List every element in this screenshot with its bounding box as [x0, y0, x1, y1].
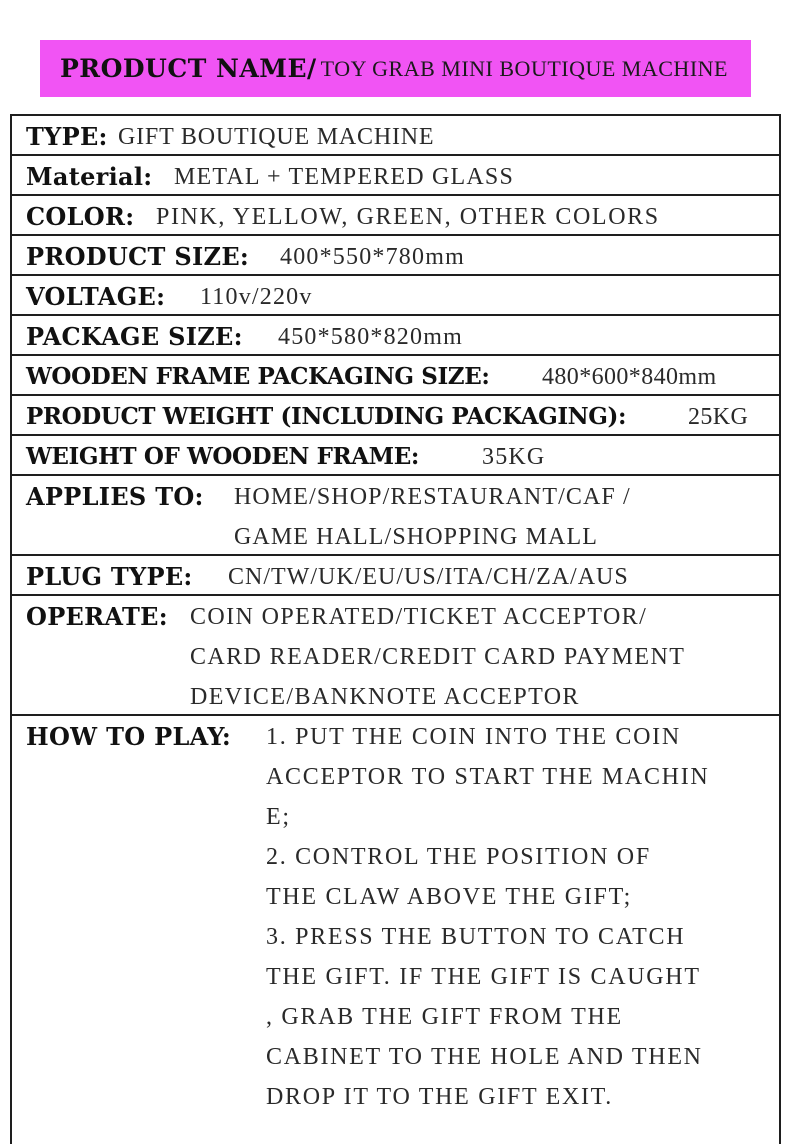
spec-value: 110v/220v [200, 284, 313, 310]
spec-value: HOME/SHOP/RESTAURANT/CAF / GAME HALL/SHOPPING MALL [234, 484, 631, 550]
spec-label: TYPE: [26, 122, 108, 151]
spec-row-operate [12, 596, 779, 716]
spec-row-wooden-frame-weight [12, 436, 779, 476]
spec-value: 400*550*780mm [280, 244, 465, 270]
product-name-label: PRODUCT NAME/ [60, 54, 317, 83]
spec-value: 480*600*840mm [542, 364, 717, 390]
spec-value: PINK, YELLOW, GREEN, OTHER COLORS [156, 204, 660, 230]
spec-label: PACKAGE SIZE: [26, 322, 243, 351]
spec-row-type [12, 116, 779, 156]
spec-value: 450*580*820mm [278, 324, 463, 350]
spec-row-plug-type [12, 556, 779, 596]
spec-table [10, 114, 781, 1144]
spec-value: 1. PUT THE COIN INTO THE COIN ACCEPTOR TO START THE MACHIN E; 2. CONTROL THE POSITION OF THE CLAW ABOVE THE GIFT; 3. PRESS THE BUTTON TO CATCH THE GIFT. IF THE GIFT IS CAUGHT , GRAB THE GIFT FROM THE CABINET TO THE HOLE AND THEN DROP IT TO THE GIFT EXIT. [266, 724, 710, 1110]
spec-value: GIFT BOUTIQUE MACHINE [118, 124, 435, 150]
spec-row-wooden-frame-packaging-size [12, 356, 779, 396]
spec-row-how-to-play [12, 716, 779, 1136]
product-name-banner [40, 40, 751, 97]
spec-row-material [12, 156, 779, 196]
spec-row-product-weight [12, 396, 779, 436]
spec-label: WOODEN FRAME PACKAGING SIZE: [26, 363, 490, 390]
spec-label: PRODUCT WEIGHT (INCLUDING PACKAGING): [26, 403, 627, 430]
spec-value: METAL + TEMPERED GLASS [174, 164, 515, 190]
spec-row-package-size [12, 316, 779, 356]
spec-value: COIN OPERATED/TICKET ACCEPTOR/ CARD READER/CREDIT CARD PAYMENT DEVICE/BANKNOTE ACCEPTOR [190, 604, 686, 710]
spec-row-product-size [12, 236, 779, 276]
spec-label: PRODUCT SIZE: [26, 242, 250, 271]
spec-row-voltage [12, 276, 779, 316]
spec-row-color [12, 196, 779, 236]
spec-label: Material: [26, 162, 153, 191]
spec-label: PLUG TYPE: [26, 562, 193, 591]
spec-value: 25KG [688, 404, 749, 430]
spec-label: COLOR: [26, 202, 135, 231]
spec-label: WEIGHT OF WOODEN FRAME: [26, 443, 419, 470]
spec-label: OPERATE: [26, 602, 168, 631]
spec-label: HOW TO PLAY: [26, 722, 231, 751]
spec-value: CN/TW/UK/EU/US/ITA/CH/ZA/AUS [228, 564, 629, 590]
spec-label: VOLTAGE: [26, 282, 166, 311]
spec-label: APPLIES TO: [26, 482, 204, 511]
spec-row-applies-to [12, 476, 779, 556]
product-name-value: TOY GRAB MINI BOUTIQUE MACHINE [320, 55, 728, 81]
spec-value: 35KG [482, 444, 546, 470]
